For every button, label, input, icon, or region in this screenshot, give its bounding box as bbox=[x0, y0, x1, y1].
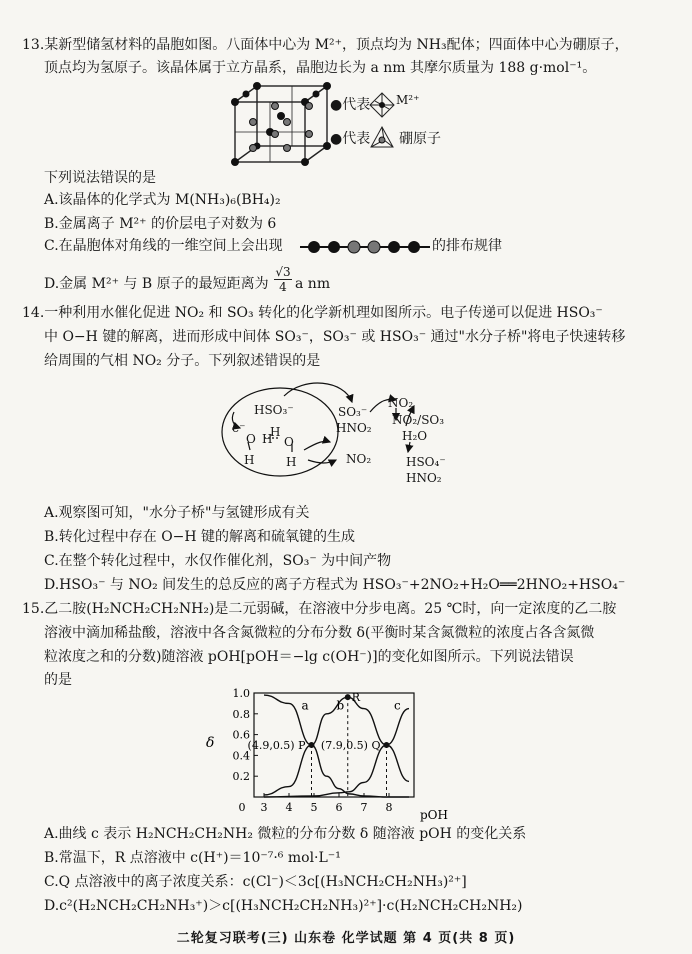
q14-option-d: D.HSO₃⁻ 与 NO₂ 间发生的总反应的离子方程式为 HSO₃⁻+2NO₂+H₂O══2HNO₂+HSO₄⁻ bbox=[44, 577, 626, 593]
octahedron-icon bbox=[369, 92, 395, 118]
x-tick-label: 7 bbox=[360, 801, 368, 814]
q14-option-c: C.在整个转化过程中，水仅作催化剂，SO₃⁻ 为中间产物 bbox=[44, 553, 392, 569]
mech-hso4: HSO₄⁻ bbox=[406, 455, 446, 469]
mech-hno2: HNO₂ bbox=[336, 421, 372, 435]
q14-option-a: A.观察图可知，"水分子桥"与氢键形成有关 bbox=[44, 505, 310, 521]
q13-option-c-post: 的排布规律 bbox=[432, 238, 502, 254]
point-R bbox=[345, 694, 351, 700]
crystal-cell-diagram bbox=[225, 82, 345, 166]
q15-stem-line3: 粒浓度之和的分数)随溶液 pOH[pOH＝−lg c(OH⁻)]的变化如图所示。下列说法错误 bbox=[44, 649, 574, 665]
point-Q bbox=[384, 742, 390, 748]
q15-option-d: D.c²(H₂NCH₂CH₂NH₃⁺)＞c[(H₃NCH₂CH₂NH₃)²⁺]·c(H₂NCH₂CH₂NH₂) bbox=[44, 898, 523, 914]
q13-stem-line2: 顶点均为氢原子。该晶体属于立方晶系，晶胞边长为 a nm 其摩尔质量为 188 g·mol⁻¹。 bbox=[44, 60, 597, 76]
series-c-label: c bbox=[394, 698, 401, 713]
q13-option-d-pre: D.金属 M²⁺ 与 B 原子的最短距离为 bbox=[44, 276, 269, 292]
point-P bbox=[309, 742, 315, 748]
legend-m-species: M²⁺ bbox=[396, 93, 420, 107]
mech-h1: H bbox=[262, 432, 273, 446]
legend-b-species: 硼原子 bbox=[399, 131, 441, 147]
mech-h3: H bbox=[244, 453, 255, 467]
tetrahedron-icon bbox=[369, 125, 395, 151]
series-c-line bbox=[264, 709, 409, 797]
page-footer: 二轮复习联考(三) 山东卷 化学试题 第 4 页(共 8 页) bbox=[176, 931, 516, 946]
y-axis-label: δ bbox=[206, 735, 215, 751]
atom-sequence-diagram bbox=[300, 239, 430, 255]
point-P-coords: (4.9,0.5) P bbox=[247, 739, 306, 752]
q14-stem-line3: 给周围的气相 NO₂ 分子。下列叙述错误的是 bbox=[44, 353, 321, 369]
q13-prompt: 下列说法错误的是 bbox=[44, 170, 156, 186]
y-tick-label: 1.0 bbox=[232, 687, 250, 700]
q15-option-a: A.曲线 c 表示 H₂NCH₂CH₂NH₂ 微粒的分布分数 δ 随溶液 pOH 的变化关系 bbox=[44, 826, 527, 842]
q14-stem-line1: 14.一种利用水催化促进 NO₂ 和 SO₃ 转化的化学新机理如图所示。电子传递可以促进 HSO₃⁻ bbox=[22, 305, 603, 321]
q13-option-d bbox=[44, 276, 269, 293]
q13-fraction-den: 4 bbox=[279, 280, 287, 294]
x-tick-label: 8 bbox=[385, 801, 393, 814]
x-tick-label: 3 bbox=[260, 801, 268, 814]
q13-option-b: B.金属离子 M²⁺ 的价层电子对数为 6 bbox=[44, 216, 277, 232]
q13-fraction bbox=[274, 265, 292, 294]
q13-stem-line1: 13.某新型储氢材料的晶胞如图。八面体中心为 M²⁺，顶点均为 NH₃配体；四面体中心为硼原子， bbox=[22, 37, 629, 53]
q15-stem-line1: 15.乙二胺(H₂NCH₂CH₂NH₂)是二元弱碱，在溶液中分步电离。25 ℃时，向一定浓度的乙二胺 bbox=[22, 601, 617, 617]
q15-option-b: B.常温下，R 点溶液中 c(H⁺)＝10⁻⁷·⁶ mol·L⁻¹ bbox=[44, 850, 341, 866]
mech-no2-top: NO₂ bbox=[388, 396, 414, 410]
mech-hno2-b: HNO₂ bbox=[406, 471, 442, 485]
x-tick-label: 6 bbox=[335, 801, 343, 814]
q13-fraction-num: √3 bbox=[275, 265, 291, 279]
mech-h2: H bbox=[270, 425, 281, 439]
point-R-label: R bbox=[351, 691, 361, 705]
y-tick-label: 0.4 bbox=[232, 749, 250, 763]
q13-option-c bbox=[44, 238, 283, 255]
x-tick-label: 5 bbox=[310, 801, 318, 814]
legend-m-label: ●代表 bbox=[330, 97, 371, 113]
mech-h4: H bbox=[286, 455, 297, 469]
q15-stem-line2: 溶液中滴加稀盐酸，溶液中各含氮微粒的分布分数 δ(平衡时某含氮微粒的浓度占各含氮微 bbox=[44, 625, 595, 641]
x-axis-label: pOH bbox=[420, 808, 448, 822]
y-tick-label: 0.8 bbox=[232, 707, 250, 721]
mech-so3: SO₃⁻ bbox=[338, 405, 368, 419]
legend-b-label: ●代表 bbox=[330, 131, 371, 147]
y-tick-label: 0.2 bbox=[232, 770, 250, 784]
mech-h2o: H₂O bbox=[402, 429, 428, 443]
series-a-label: a bbox=[301, 698, 309, 713]
q13-option-a: A.该晶体的化学式为 M(NH₃)₆(BH₄)₂ bbox=[44, 192, 281, 208]
x-tick-label: 0 bbox=[238, 801, 246, 814]
point-Q-coords: (7.9,0.5) Q bbox=[320, 739, 381, 752]
q14-stem-line2: 中 O−H 键的解离，进而形成中间体 SO₃⁻，SO₃⁻ 或 HSO₃⁻ 通过"水分子桥"将电子快速转移 bbox=[44, 329, 626, 345]
mech-o1: O bbox=[246, 432, 256, 446]
series-b-label: b bbox=[336, 698, 345, 713]
q13-option-c-pre: C.在晶胞体对角线的一维空间上会出现 bbox=[44, 238, 283, 254]
x-tick-label: 4 bbox=[285, 801, 293, 814]
mech-hso3: HSO₃⁻ bbox=[254, 403, 294, 417]
mech-o2: O bbox=[284, 435, 294, 449]
distribution-chart bbox=[200, 685, 460, 823]
mech-no2-low: NO₂ bbox=[346, 452, 372, 466]
y-tick-label: 0.6 bbox=[232, 728, 250, 742]
q14-option-b: B.转化过程中存在 O−H 键的解离和硫氧键的生成 bbox=[44, 529, 356, 545]
q15-option-c: C.Q 点溶液中的离子浓度关系：c(Cl⁻)＜3c[(H₃NCH₂CH₂NH₃)²⁺] bbox=[44, 874, 467, 890]
mech-no2so3: NO₂/SO₃ bbox=[392, 413, 445, 427]
mech-e1: e⁻ bbox=[232, 421, 246, 435]
q13-option-d-post: a nm bbox=[295, 276, 331, 292]
q15-stem-line4: 的是 bbox=[44, 672, 72, 688]
